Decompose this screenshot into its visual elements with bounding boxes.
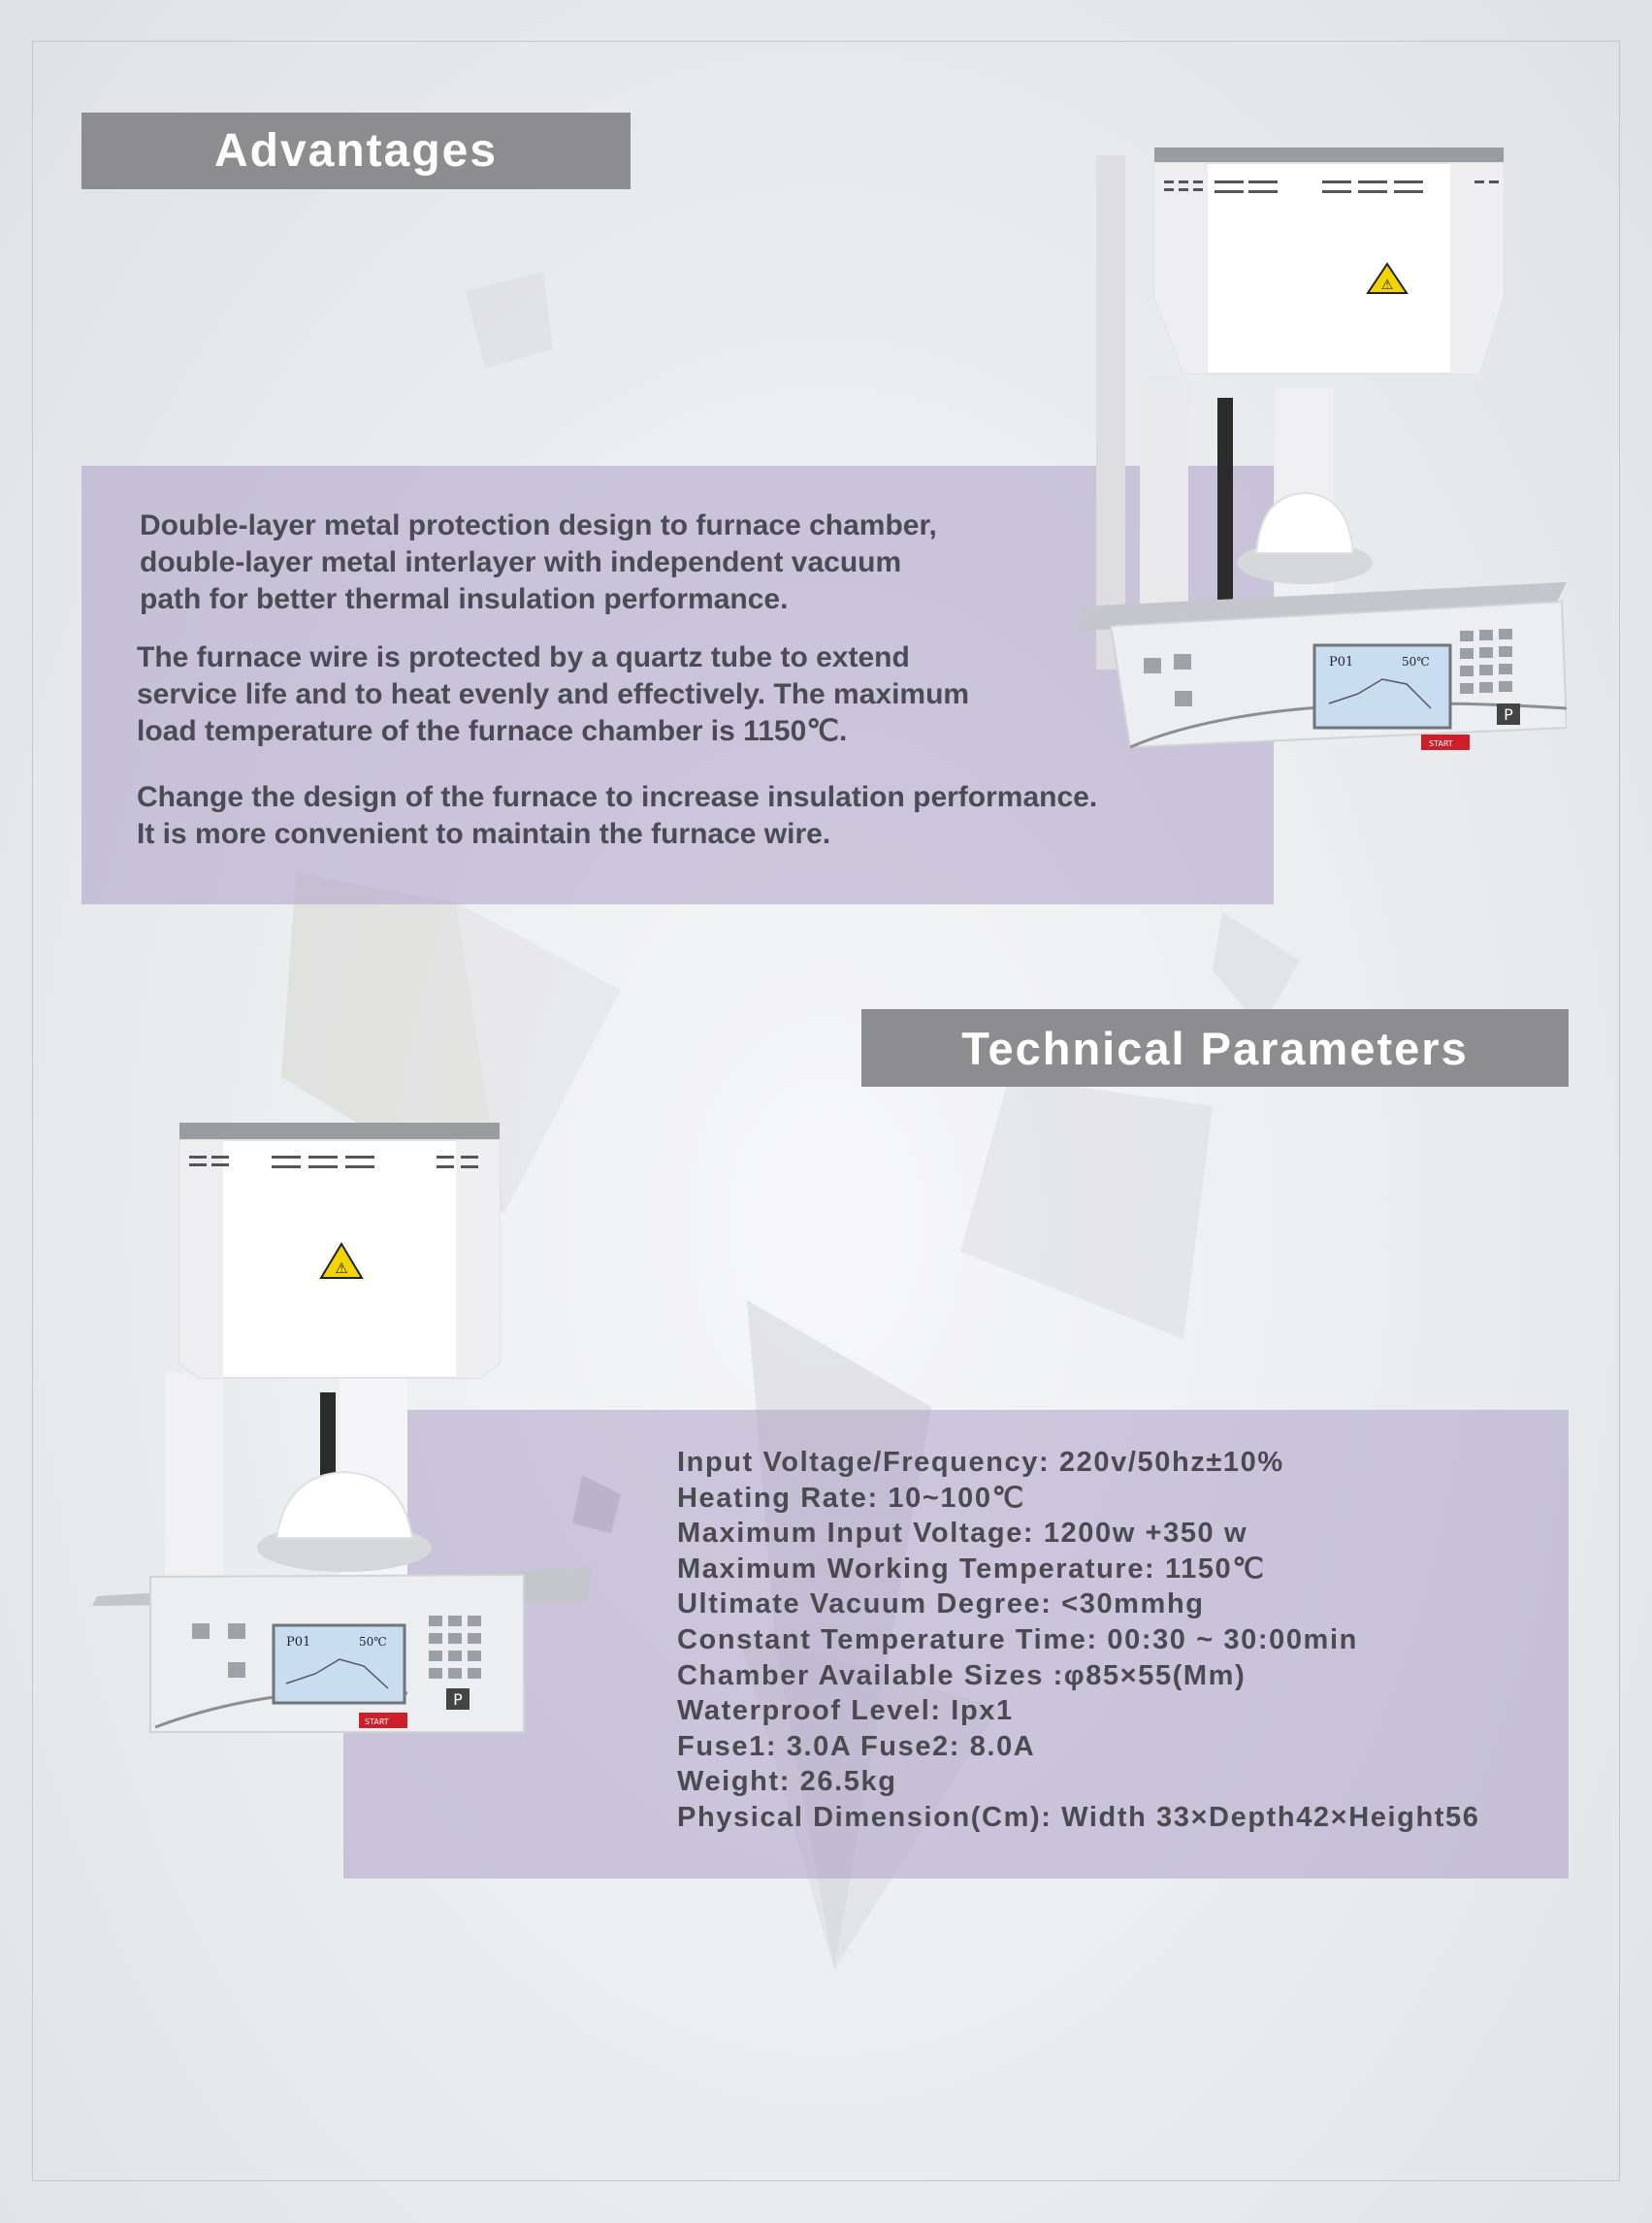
param-heating-rate: Heating Rate: 10~100℃ xyxy=(677,1482,1025,1514)
param-max-input-voltage: Maximum Input Voltage: 1200w +350 w xyxy=(677,1518,1248,1550)
advantages-heading: Advantages xyxy=(81,113,631,189)
param-dimensions: Physical Dimension(Cm): Width 33×Depth42×Height56 xyxy=(677,1801,1480,1833)
svg-text:⚠: ⚠ xyxy=(335,1259,348,1277)
param-vacuum-degree: Ultimate Vacuum Degree: <30mmhg xyxy=(677,1588,1205,1620)
svg-text:50℃: 50℃ xyxy=(359,1635,387,1649)
svg-text:P01: P01 xyxy=(286,1635,311,1650)
advantage-paragraph-1: Double-layer metal protection design to furnace chamber, double-layer metal interlayer with independent vacuum path for better thermal insulation performance. xyxy=(140,509,937,615)
param-weight: Weight: 26.5kg xyxy=(677,1766,897,1798)
svg-text:P01: P01 xyxy=(1329,655,1354,670)
svg-text:⚠: ⚠ xyxy=(1380,278,1394,293)
param-chamber-sizes: Chamber Available Sizes :φ85×55(Mm) xyxy=(677,1659,1247,1691)
furnace-image-top xyxy=(1023,126,1567,767)
param-max-working-temp: Maximum Working Temperature: 1150℃ xyxy=(677,1553,1266,1585)
vacuum-key-icon xyxy=(228,1662,245,1678)
up-arrow-key-icon xyxy=(192,1623,210,1639)
svg-text:P: P xyxy=(1504,705,1513,724)
advantage-paragraph-2: The furnace wire is protected by a quartz tube to extend service life and to heat evenly and effectively. The maximum load temperature of the furnace chamber is 1150℃. xyxy=(137,641,970,747)
svg-text:50℃: 50℃ xyxy=(1402,655,1430,669)
technical-parameters-list xyxy=(677,1445,1479,1836)
param-input-voltage: Input Voltage/Frequency: 220v/50hz±10% xyxy=(677,1447,1284,1478)
param-fuses: Fuse1: 3.0A Fuse2: 8.0A xyxy=(677,1730,1036,1762)
advantage-paragraph-3: Change the design of the furnace to increase insulation performance. It is more convenient to maintain the furnace wire. xyxy=(137,781,1098,850)
furnace-image-bottom xyxy=(87,1111,611,1751)
param-constant-temp-time: Constant Temperature Time: 00:30 ~ 30:00min xyxy=(677,1623,1358,1655)
svg-text:P: P xyxy=(453,1690,463,1709)
param-waterproof-level: Waterproof Level: Ipx1 xyxy=(677,1695,1014,1727)
svg-text:START: START xyxy=(1429,739,1453,748)
technical-parameters-heading: Technical Parameters xyxy=(861,1009,1569,1087)
down-arrow-key-icon xyxy=(228,1623,245,1639)
svg-text:START: START xyxy=(365,1717,389,1726)
